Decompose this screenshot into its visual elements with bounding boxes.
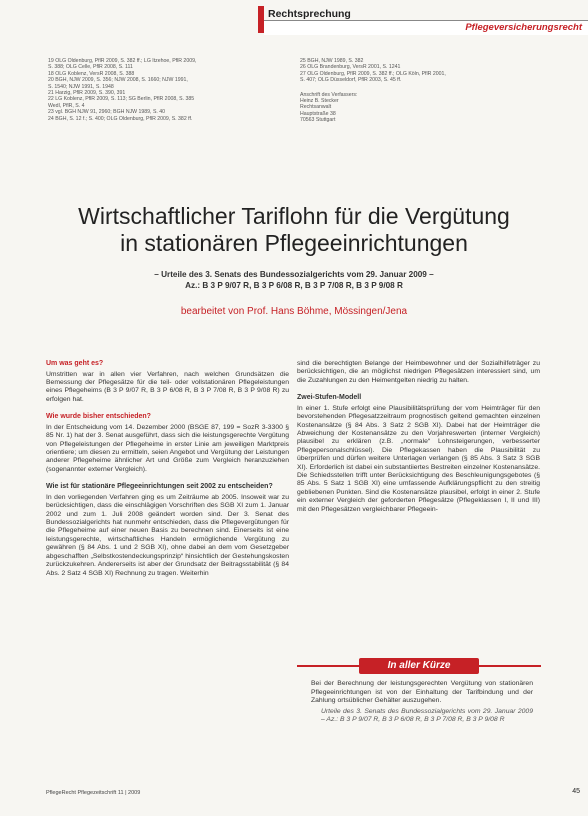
section-heading: Um was geht es? (46, 360, 104, 367)
header-section: Rechtsprechung (268, 8, 351, 20)
section-text: Umstritten war in allen vier Verfahren, nach welchen Grundsätzen die Bemessung der Pflegesätze für die teil- oder vollstationären Pflegeleistungen eines Pflegeheims (B 3 P 9/07 R, B 3 P 6/08 R, B 3 P 7/08 R, B 3 P 9/08 R) zu erfolgen hat. (46, 370, 289, 403)
footnote-line: S. 388; OLG Celle, PflR 2008, S. 111 (48, 64, 133, 71)
footnote-line: 22 LG Koblenz, PflR 2009, S. 113; SG Berlin, PflR 2008, S. 385 (48, 96, 195, 103)
footnotes-right (300, 58, 540, 124)
section-heading: Wie wurde bisher entschieden? (46, 413, 151, 421)
footnote-line: 25 BGH, NJW 1989, S. 382 (300, 58, 364, 64)
section-heading: Zwei-Stufen-Modell (297, 394, 362, 402)
footnote-line: 26 OLG Brandenburg, VersR 2001, S. 1241 (300, 64, 401, 71)
summary-box (297, 658, 541, 740)
section-text: sind die berechtigten Belange der Heimbewohner und der Sozialhilfeträger zu berücksichtigen, die an möglichst niedrigen Pflegesätzen interessiert sind, um die Zuzahlungen zu den Heimentgelten niedrig zu halten. (297, 360, 540, 384)
footnote-line: 18 OLG Koblenz, VersR 2008, S. 388 (48, 70, 135, 77)
footnote-line: 23 vgl. BGH NJW 91, 2960; BGH NJW 1989, S. 40 (48, 109, 166, 116)
section-text: In einer 1. Stufe erfolgt eine Plausibilitätsprüfung der vom Heimträger für den bevorstehenden Pflegesatzzeitraum prognostisch geltend gemachten einzelnen Kostenansätze (§ 84 Abs. 3 Satz 2 SGB XI). Dabei hat der Heimträger die Abweichung der Kostenansätze zu den Vorjahreswerten (interner Vergleich) plausibel zu erklären (z.B. „normale“ Lohnsteigerungen, verbesserter Pflegepersonalschlüssel). Die Pflegekassen haben die Plausibilität zu überprüfen und dürfen weitere Unterlagen verlangen (§ 85 Abs. 3 Satz 3 SGB XI). Erforderlich ist dabei ein substantiiertes Bestreiten einzelner Kostenansätze. Die Schiedsstellen trifft unter Berücksichtigung des Beschleunigungsgebotes (§ 85 Abs. 5 Satz 1 SGB XI) eine umfassende Aufklärungspflicht zu den streitig gebliebenen Punkten. Sind die Kostenansätze plausibel, erfolgt in einer 2. Stufe ein externer Vergleich der geforderten Pflegesätze (Pflegeklassen I, II und III) mit den Pflegesätzen vergleichbarer Pflegeein- (297, 404, 540, 513)
article-subtitle-line1: – Urteile des 3. Senats des Bundessozialgerichts vom 29. Januar 2009 – (154, 270, 434, 279)
footnote-line: 27 OLG Oldenburg, PflR 2009, S. 382 ff.; OLG Köln, PflR 2001, (300, 70, 446, 77)
page-number: 45 (572, 788, 580, 795)
article-subtitle (60, 269, 528, 291)
header-subsection: Pflegeversicherungsrecht (465, 22, 582, 33)
author-address-line: Hauptstraße 38 (300, 110, 336, 117)
author-address-line: Rechtsanwalt (300, 104, 332, 111)
summary-citation: Urteile des 3. Senats des Bundessozialgerichts vom 29. Januar 2009 – Az.: B 3 P 9/07 R, B 3 P 6/08 R, B 3 P 7/08 R, B 3 P 9/08 R (321, 707, 533, 724)
article-subtitle-line2: Az.: B 3 P 9/07 R, B 3 P 6/08 R, B 3 P 7/08 R, B 3 P 9/08 R (185, 281, 403, 290)
footnote-line: 24 BGH, S. 12 f.; S. 400; OLG Oldenburg, PflR 2009, S. 382 ff. (48, 115, 193, 122)
footnotes-left (48, 58, 283, 122)
article-title (40, 203, 548, 257)
author-address-line: 70563 Stuttgart (300, 117, 336, 124)
summary-box-header (297, 658, 541, 674)
summary-text: Bei der Berechnung der leistungsgerechten Vergütung von stationären Pflegeeinrichtungen ist von der Einhaltung der Tarifbindung und der Zahlung ortsüblicher Gehälter auszugehen. (311, 680, 533, 705)
section-text: In den vorliegenden Verfahren ging es um Zeiträume ab 2005. Insoweit war zu berücksichtigen, dass die einschlägigen Vorschriften des SGB XI zum 1. Januar 2002 und zum 1. Juli 2008 geändert worden sind. Der 3. Senat des Bundessozialgerichts hat nunmehr entschieden, dass die Pflegevergütungen für die Pflegeheime auf einer neuen Basis zu berechnen sind. Einerseits ist eine leistungsgerechte, wirtschaftliches Handeln ermöglichende Vergütung zu gewähren (§ 84 Abs. 1 und 2 SGB XI), ohne dabei an dem vom Gesetzgeber abgeschafften „Selbstkostendeckungsprinzip“ hinsichtlich der Gestehungskosten zurückzukehren. Andererseits ist aber der Grundsatz der Beitragsstabilität (§ 84 Abs. 2 Satz 4 SGB XI) Rechnung zu tragen. Weiterhin (46, 493, 289, 577)
article-title-line2: in stationären Pflegeeinrichtungen (120, 230, 468, 256)
footnote-line: 20 BGH, NJW 2009, S. 356; NJW 2008, S. 1660; NJW 1991, (48, 77, 188, 84)
left-column (46, 360, 289, 587)
footnote-line: S. 407; OLG Düsseldorf, PflR 2003, S. 45 ff. (300, 77, 402, 84)
author-address-heading: Anschrift des Verfassers: (300, 91, 358, 98)
section-text: In der Entscheidung vom 14. Dezember 2000 (BSGE 87, 199 = SozR 3-3300 § 85 Nr. 1) hat der 3. Senat ausgeführt, dass sich die leistungsgerechte Vergütung von Pflegeleistungen der Pflegeheime in erster Linie am jeweiligen Marktpreis orientiere; um diesen zu ermitteln, seien Angebot und Vergütung der Leistungen anderer Pflegeheime ähnlicher Art und Größe zum Vergleich heranzuziehen (sogenannter externer Vergleich). (46, 423, 289, 473)
right-column (297, 360, 540, 523)
summary-box-label: In aller Kürze (359, 658, 479, 674)
footnote-line: Wedl, PflR, S. 4 (48, 102, 85, 109)
footer-journal: PflegeRecht Pflegezeitschrift 11 | 2009 (46, 790, 141, 796)
article-author: bearbeitet von Prof. Hans Böhme, Mössingen/Jena (180, 306, 408, 317)
summary-box-text (311, 680, 533, 725)
section-heading: Wie ist für stationäre Pflegeeinrichtungen seit 2002 zu entscheiden? (46, 483, 273, 491)
author-address-line: Heinz B. Stecker (300, 98, 339, 105)
footnote-line: S. 1540; NJW 1991, S. 1948 (48, 83, 114, 90)
footnote-line: 21 Harzig, PflR 2009, S. 390, 391 (48, 90, 126, 97)
article-title-line1: Wirtschaftlicher Tariflohn für die Vergütung (78, 203, 510, 229)
footnote-line: 19 OLG Oldenburg, PflR 2009, S. 382 ff.; LG Itzehoe, PflR 2009, (48, 58, 197, 64)
